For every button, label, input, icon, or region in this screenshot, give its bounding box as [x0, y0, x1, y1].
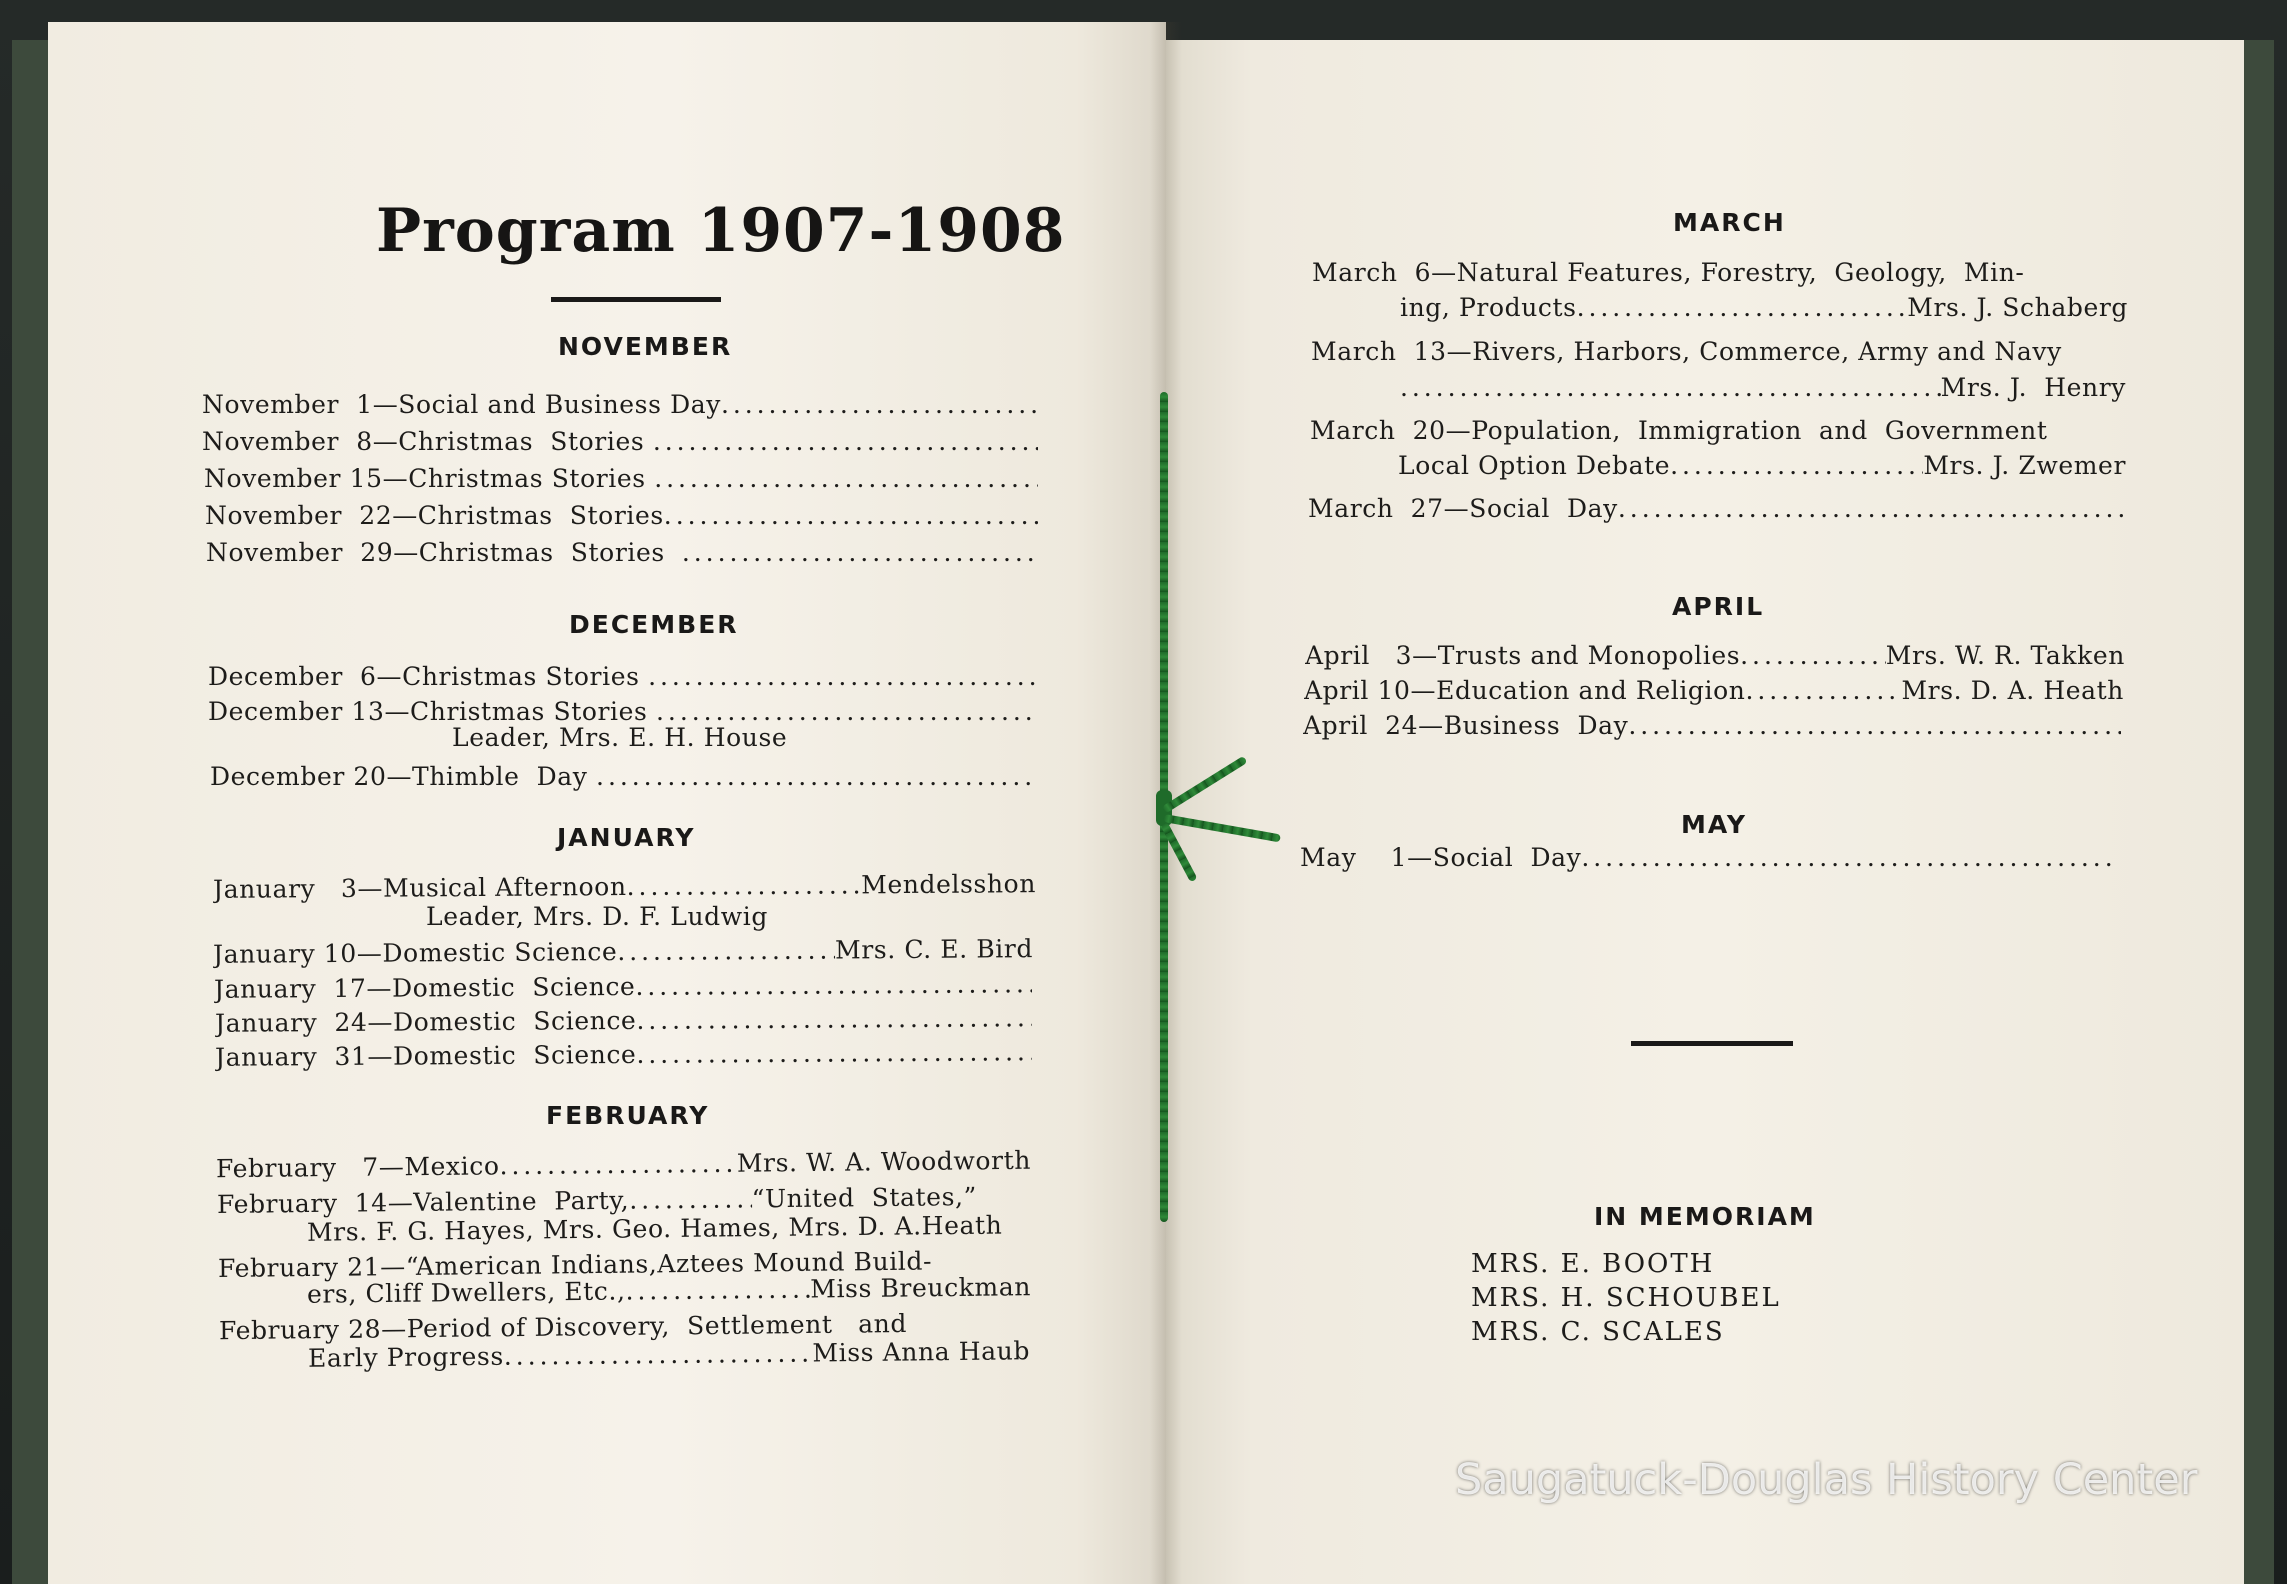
heading-april: APRIL — [1672, 592, 1765, 621]
entry-november-29: November 29—Christmas Stories . . . — [206, 538, 1038, 567]
entry-february-28-cont: Early Progress . . . Miss Anna Haub — [308, 1336, 1030, 1373]
watermark: Saugatuck-Douglas History Center — [1455, 1455, 2198, 1505]
memoriam-rule — [1631, 1041, 1793, 1046]
entry-april-10: April 10—Education and Religion . . . Mrs. D. A. Heath — [1304, 676, 2124, 705]
entry-november-8: November 8—Christmas Stories . . . — [202, 427, 1038, 456]
heading-may: MAY — [1681, 810, 1747, 839]
entry-march-6: March 6—Natural Features, Forestry, Geology, Min- — [1312, 258, 2025, 287]
entry-march-13-cont: . . . Mrs. J. Henry — [1400, 373, 2126, 402]
entry-april-24: April 24—Business Day . . . — [1303, 711, 2121, 740]
entry-december-13: December 13—Christmas Stories . . . — [208, 697, 1036, 726]
entry-february-28: February 28—Period of Discovery, Settlement and — [218, 1308, 908, 1346]
entry-march-20: March 20—Population, Immigration and Government — [1310, 416, 2048, 445]
entry-february-7: February 7—Mexico . . . Mrs. W. A. Woodworth — [216, 1146, 1031, 1184]
heading-in-memoriam: IN MEMORIAM — [1594, 1202, 1816, 1231]
entry-may-1: May 1—Social Day . . . — [1300, 843, 2118, 872]
entry-april-3: April 3—Trusts and Monopolies . . . Mrs. W. R. Takken — [1305, 641, 2125, 670]
heading-november: NOVEMBER — [558, 332, 733, 361]
entry-february-21-cont: ers, Cliff Dwellers, Etc., . . . Miss Breuckman — [307, 1272, 1031, 1309]
entry-december-6: December 6—Christmas Stories . . . — [208, 662, 1036, 691]
title-rule — [551, 297, 721, 302]
entry-january-3: January 3—Musical Afternoon . . . Mendelsshon — [213, 869, 1036, 904]
entry-january-31: January 31—Domestic Science . . . — [215, 1037, 1032, 1072]
entry-november-1: November 1—Social and Business Day . . . — [202, 390, 1038, 419]
memoriam-name: MRS. E. BOOTH — [1471, 1249, 1715, 1279]
entry-december-13-leader: Leader, Mrs. E. H. House — [452, 723, 788, 752]
entry-january-17: January 17—Domestic Science . . . — [214, 969, 1032, 1004]
memoriam-name: MRS. C. SCALES — [1471, 1317, 1725, 1347]
entry-march-27: March 27—Social Day . . . — [1308, 494, 2124, 523]
heading-february: FEBRUARY — [546, 1101, 710, 1130]
entry-march-20-cont: Local Option Debate . . . Mrs. J. Zwemer — [1398, 451, 2126, 480]
entry-december-20: December 20—Thimble Day . . . — [210, 762, 1036, 791]
heading-march: MARCH — [1673, 208, 1786, 237]
entry-november-15: November 15—Christmas Stories . . . — [204, 464, 1038, 493]
entry-january-3-leader: Leader, Mrs. D. F. Ludwig — [426, 902, 768, 931]
entry-february-14-hosts: Mrs. F. G. Hayes, Mrs. Geo. Hames, Mrs. D. A.Heath — [306, 1210, 1003, 1247]
memoriam-name: MRS. H. SCHOUBEL — [1471, 1283, 1781, 1313]
entry-february-21: February 21—“American Indians,Aztees Mound Build- — [217, 1246, 933, 1283]
entry-january-10: January 10—Domestic Science . . . Mrs. C. E. Bird — [213, 934, 1033, 969]
entry-november-22: November 22—Christmas Stories . . . — [205, 501, 1038, 530]
program-title: Program 1907-1908 — [376, 196, 1066, 266]
heading-december: DECEMBER — [569, 610, 739, 639]
entry-february-14: February 14—Valentine Party, . . . “United States,” — [217, 1182, 977, 1219]
entry-march-13: March 13—Rivers, Harbors, Commerce, Army and Navy — [1311, 337, 2062, 366]
heading-january: JANUARY — [557, 823, 696, 852]
entry-march-6-cont: ing, Products . . . Mrs. J. Schaberg — [1400, 293, 2128, 322]
entry-january-24: January 24—Domestic Science . . . — [215, 1003, 1032, 1038]
